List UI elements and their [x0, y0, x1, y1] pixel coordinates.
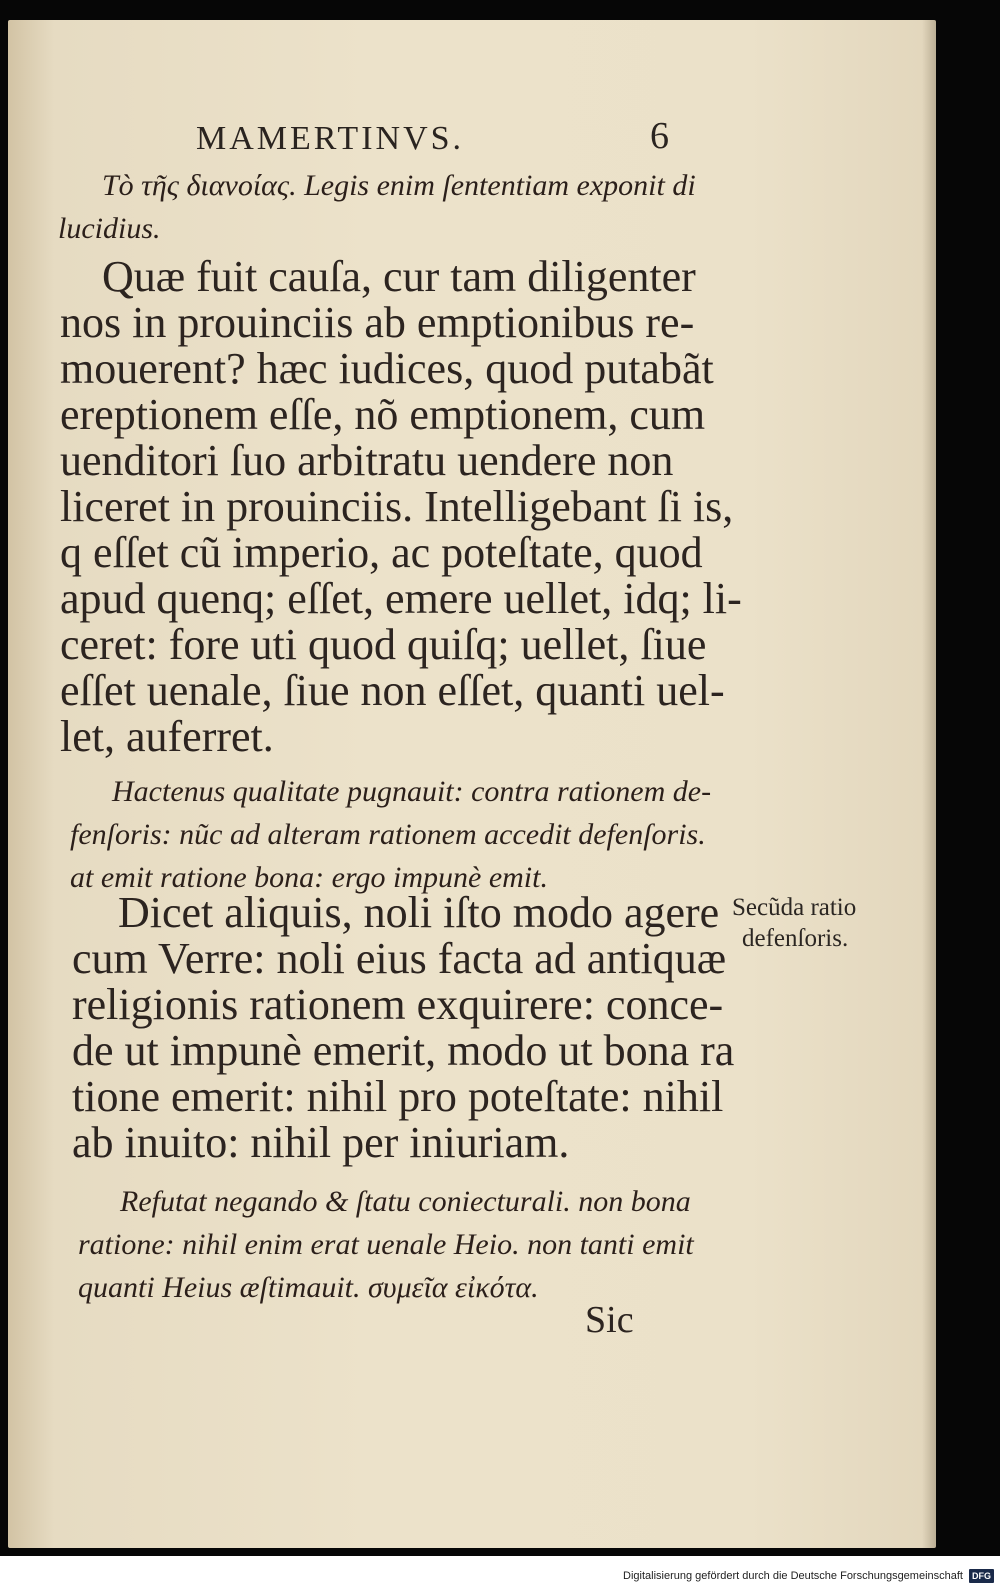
marginal-note — [732, 892, 912, 954]
note-line: lucidius. — [58, 212, 161, 245]
text-line: apud quenq; eſſet, emere uellet, idq; li- — [60, 574, 742, 623]
dfg-logo-icon: DFG — [969, 1569, 994, 1583]
text-line: religionis rationem exquirere: conce- — [72, 980, 724, 1029]
catchword: Sic — [585, 1299, 634, 1341]
commentary-note-top — [58, 164, 696, 250]
note-line: quanti Heius æſtimauit. συμεῖα εἰκότα. — [78, 1271, 539, 1304]
funding-credit: Digitalisierung gefördert durch die Deutsche Forschungsgemeinschaft — [623, 1570, 963, 1582]
digitization-footer — [623, 1566, 994, 1586]
text-line: ab inuito: nihil per iniuriam. — [72, 1118, 570, 1167]
main-paragraph-2 — [72, 890, 734, 1166]
text-line: ceret: fore uti quod quiſq; uellet, ſiue — [60, 620, 707, 669]
text-line: nos in prouinciis ab emptionibus re- — [60, 298, 695, 347]
note-line: Refutat negando & ſtatu coniecturali. non bona — [120, 1185, 691, 1218]
text-line: Dicet aliquis, noli iſto modo agere — [118, 888, 720, 937]
note-line: Tò τῆς διανοίας. Legis enim ſententiam exponit di — [102, 169, 696, 202]
text-line: cum Verre: noli eius facta ad antiquæ — [72, 934, 727, 983]
text-line: mouerent? hæc iudices, quod putabãt — [60, 344, 714, 393]
note-line: at emit ratione bona: ergo impunè emit. — [70, 861, 548, 894]
text-line: uenditori ſuo arbitratu uendere non — [60, 436, 674, 485]
running-title: MAMERTINVS. — [196, 120, 465, 157]
page-number: 6 — [650, 115, 669, 157]
text-line: ereptionem eſſe, nõ emptionem, cum — [60, 390, 706, 439]
note-line: ratione: nihil enim erat uenale Heio. non tanti emit — [78, 1228, 694, 1261]
marginal-line: Secũda ratio — [732, 894, 857, 921]
text-line: eſſet uenale, ſiue non eſſet, quanti uel- — [60, 666, 725, 715]
note-line: fenſoris: nũc ad alteram rationem accedit defenſoris. — [70, 818, 706, 851]
text-line: Quæ fuit cauſa, cur tam diligenter — [102, 252, 696, 301]
text-line: de ut impunè emerit, modo ut bona ra — [72, 1026, 735, 1075]
main-paragraph-1 — [60, 254, 742, 760]
commentary-note-bottom — [78, 1180, 694, 1309]
text-line: q eſſet cũ imperio, ac poteſtate, quod — [60, 528, 703, 577]
text-line: tione emerit: nihil pro poteſtate: nihil — [72, 1072, 724, 1121]
marginal-line: defenſoris. — [742, 925, 849, 952]
note-line: Hactenus qualitate pugnauit: contra rationem de- — [112, 775, 712, 808]
text-line: let, auferret. — [60, 712, 274, 761]
commentary-note-middle — [70, 770, 711, 899]
text-line: liceret in prouinciis. Intelligebant ſi is, — [60, 482, 734, 531]
